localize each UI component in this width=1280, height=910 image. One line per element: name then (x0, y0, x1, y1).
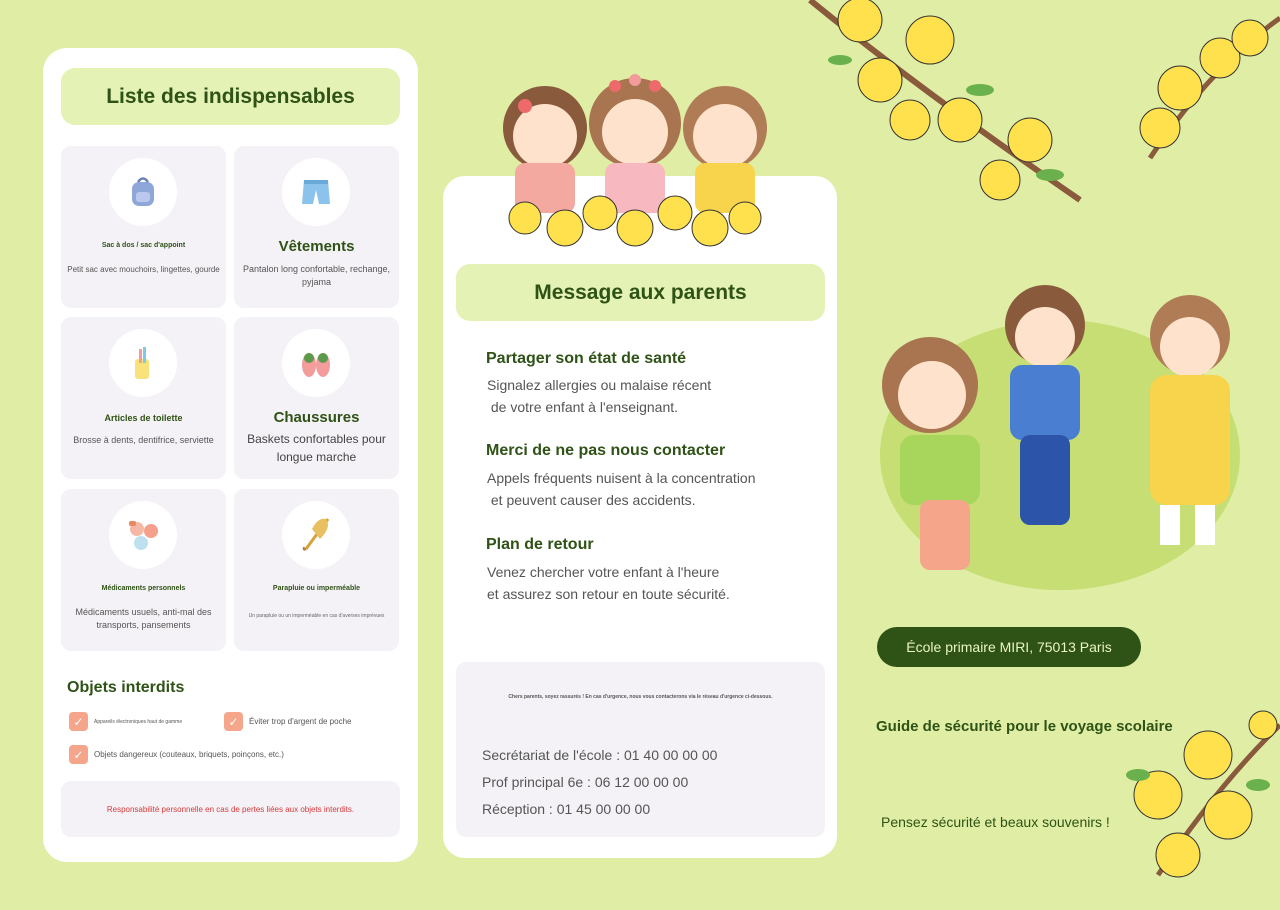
essentials-title: Liste des indispensables (61, 68, 400, 125)
contact-line: Réception : 01 45 00 00 00 (482, 801, 651, 817)
message-heading: Plan de retour (486, 536, 594, 553)
essential-card-medicine (61, 489, 226, 651)
kids-illustration (495, 68, 785, 258)
contact-note: Chers parents, soyez rassurés ! En cas d'urgence, nous vous contacterons via le réseau d'urgence ci-dessous. (508, 694, 773, 700)
forsythia-branch-bottom (1118, 705, 1280, 885)
essentials-panel (43, 48, 418, 862)
essential-title: Médicaments personnels (101, 585, 186, 592)
forsythia-branch-top (800, 0, 1100, 210)
essential-card-toiletries (61, 317, 226, 479)
essential-title: Chaussures (273, 409, 360, 426)
message-title: Message aux parents (456, 264, 825, 321)
school-badge: École primaire MIRI, 75013 Paris (877, 627, 1141, 667)
essential-desc: Un parapluie ou un imperméable en cas d'averses imprévues (248, 613, 385, 619)
message-heading: Merci de ne pas nous contacter (486, 442, 726, 459)
contact-line: Secrétariat de l'école : 01 40 00 00 00 (482, 747, 718, 763)
essential-desc: Baskets confortables pour longue marche (247, 432, 386, 464)
message-body: Venez chercher votre enfant à l'heure et assurez son retour en toute sécurité. (487, 564, 730, 602)
backpack-icon (123, 172, 163, 212)
essential-card-umbrella (234, 489, 399, 651)
essential-title: Articles de toilette (104, 413, 183, 423)
essential-desc: Petit sac avec mouchoirs, lingettes, gourde (67, 265, 220, 274)
shoes-icon (296, 343, 336, 383)
essential-title: Vêtements (278, 238, 355, 255)
forbidden-title: Objets interdits (67, 679, 185, 696)
message-heading: Partager son état de santé (486, 350, 687, 367)
essential-desc: Médicaments usuels, anti-mal des transports, pansements (75, 607, 212, 630)
forbidden-item (69, 712, 182, 731)
forbidden-item (69, 745, 284, 764)
essential-card-backpack (61, 146, 226, 308)
forbidden-item (224, 712, 351, 731)
toothbrush-cup-icon (123, 343, 163, 383)
contact-box (456, 662, 825, 837)
guide-title: Guide de sécurité pour le voyage scolaire (876, 718, 1173, 735)
essential-card-clothes (234, 146, 399, 308)
contact-line: Prof principal 6e : 06 12 00 00 00 (482, 774, 689, 790)
forsythia-branch-top-right (1120, 8, 1280, 168)
essential-title: Parapluie ou imperméable (272, 585, 361, 592)
forbidden-item-label: Appareils électroniques haut de gamme (94, 718, 183, 725)
shorts-icon (296, 172, 336, 212)
guide-slogan: Pensez sécurité et beaux souvenirs ! (881, 814, 1110, 830)
forbidden-item-label: Objets dangereux (couteaux, briquets, poinçons, etc.) (94, 750, 284, 759)
message-panel (443, 176, 837, 858)
pills-icon (123, 515, 163, 555)
message-body: Signalez allergies ou malaise récent de votre enfant à l'enseignant. (487, 377, 712, 415)
forbidden-warning: Responsabilité personnelle en cas de pertes liées aux objets interdits. (61, 781, 400, 837)
message-body: Appels fréquents nuisent à la concentration et peuvent causer des accidents. (487, 470, 756, 508)
check-icon: ✓ (69, 712, 88, 731)
umbrella-icon (296, 515, 336, 555)
kids-lying-illustration (860, 285, 1255, 600)
check-icon: ✓ (224, 712, 243, 731)
essential-desc: Pantalon long confortable, rechange, pyjama (242, 264, 391, 287)
essential-desc: Brosse à dents, dentifrice, serviette (73, 435, 214, 445)
check-icon: ✓ (69, 745, 88, 764)
essential-card-shoes (234, 317, 399, 479)
forbidden-item-label: Éviter trop d'argent de poche (249, 717, 352, 726)
essential-title: Sac à dos / sac d'appoint (101, 242, 186, 249)
